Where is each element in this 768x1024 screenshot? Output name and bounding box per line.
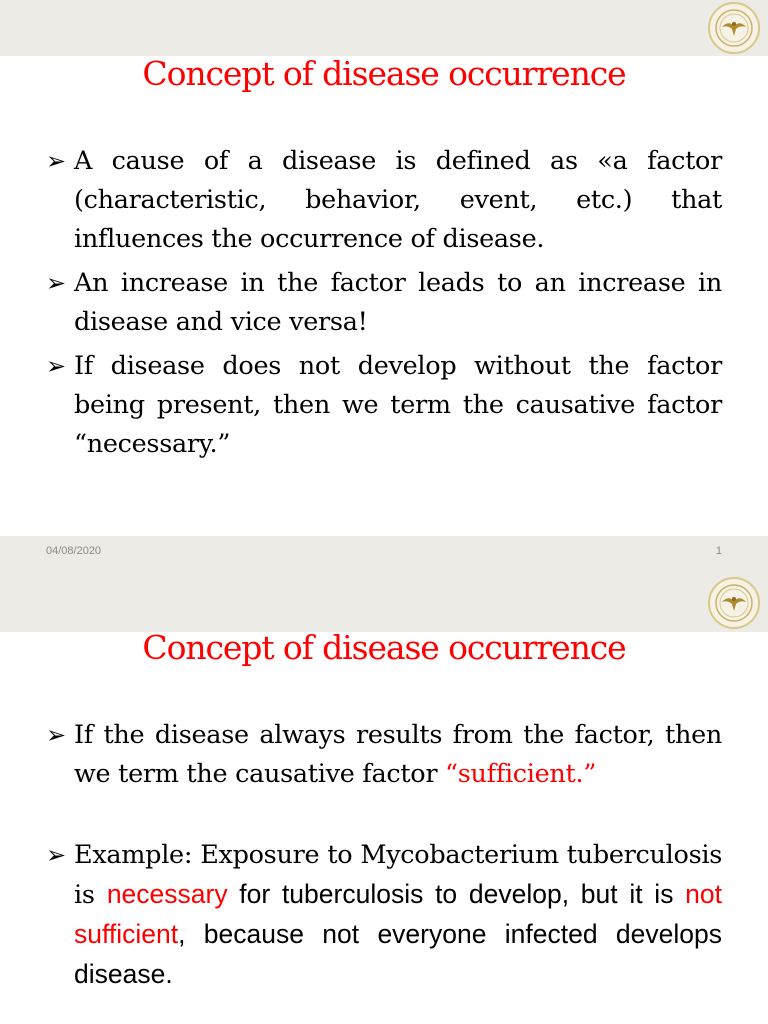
emphasis-not-sufficient: not sufficient bbox=[74, 879, 723, 949]
arrowhead-bullet-icon: ➢ bbox=[46, 721, 66, 749]
slide-title: Concept of disease occurrence bbox=[142, 54, 626, 93]
university-seal-icon bbox=[708, 2, 760, 54]
bullet-item bbox=[46, 264, 722, 342]
footer-date: 04/08/2020 bbox=[46, 545, 102, 557]
bullet-list bbox=[46, 142, 722, 469]
slide-number: 1 bbox=[715, 545, 722, 557]
emphasis-necessary: necessary bbox=[106, 879, 228, 909]
bullet-text: Example: Exposure to Mycobacterium tuberculosis is bbox=[74, 840, 722, 910]
bullet-item bbox=[46, 347, 722, 464]
bullet-text: A cause of a disease is defined as «a factor (characteristic, behavior, event, etc.) that influences the occurrence of disease. bbox=[74, 146, 722, 254]
arrowhead-bullet-icon: ➢ bbox=[46, 147, 66, 175]
arrowhead-bullet-icon: ➢ bbox=[46, 269, 66, 297]
slide-2 bbox=[0, 574, 768, 1024]
bullet-list bbox=[46, 716, 722, 1000]
emphasis-sufficient: “sufficient.” bbox=[445, 759, 597, 789]
spacer bbox=[46, 799, 722, 836]
bullet-item bbox=[46, 836, 722, 995]
slide-title: Concept of disease occurrence bbox=[142, 628, 626, 667]
university-seal-icon bbox=[708, 577, 760, 629]
arrowhead-bullet-icon: ➢ bbox=[46, 841, 66, 869]
bullet-text: , because not everyone infected develops disease. bbox=[74, 919, 722, 989]
bullet-text: An increase in the factor leads to an increase in disease and vice versa! bbox=[74, 268, 722, 337]
bullet-text: for tuberculosis to develop, but it is bbox=[227, 879, 686, 909]
bullet-text: If disease does not develop without the factor being present, then we term the causative factor “necessary.” bbox=[74, 351, 722, 459]
slide-footer bbox=[0, 536, 768, 574]
slide-header-band bbox=[0, 0, 768, 56]
bullet-item bbox=[46, 142, 722, 259]
bullet-text: If the disease always results from the factor, then we term the causative factor bbox=[74, 720, 722, 789]
bullet-item bbox=[46, 716, 722, 794]
slide-header-band bbox=[0, 574, 768, 632]
arrowhead-bullet-icon: ➢ bbox=[46, 352, 66, 380]
